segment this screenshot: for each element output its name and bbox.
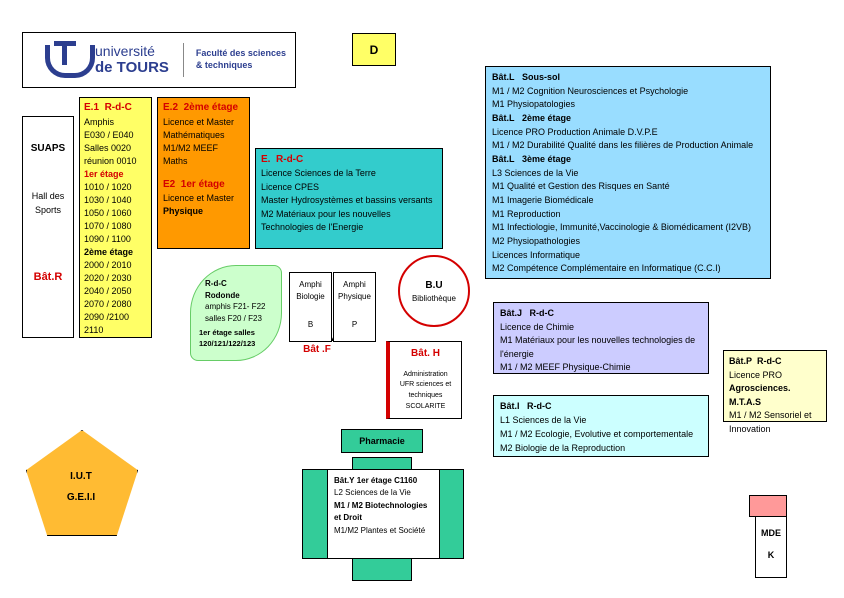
- bat-l-s3-line-2: M1 Imagerie Biomédicale: [492, 195, 594, 206]
- bat-l-s1-line-0: M1 / M2 Cognition Neurosciences et Psychologie: [492, 85, 689, 96]
- suaps-title: SUAPS: [30, 143, 66, 154]
- e3-line-0: Licence Sciences de la Terre: [261, 168, 376, 178]
- bat-i-line-2: M2 Biologie de la Reproduction: [500, 442, 626, 453]
- bu-sub: Bibliothèque: [411, 293, 457, 303]
- bat-i-header: [500, 400, 702, 414]
- mde-roof-shape: [749, 495, 787, 517]
- bat-l-s2-line-0: Licence PRO Production Animale D.V.P.E: [492, 126, 658, 137]
- bat-j-line-0: Licence de Chimie: [500, 321, 575, 332]
- amphi-biologie-title: Amphi: [299, 280, 322, 289]
- logo-divider: [183, 43, 184, 77]
- bat-l-level-1: Sous-sol: [522, 72, 561, 82]
- e1-floor2-room-1: 2020 / 2030: [84, 273, 132, 284]
- bat-i-line-1: M1 / M2 Ecologie, Evolutive et comportementale: [500, 428, 694, 439]
- bat-l-code-2: Bât.L: [492, 113, 515, 124]
- e2-line2-1: Physique: [163, 206, 204, 217]
- bat-y-line-0: L2 Sciences de la Vie: [334, 488, 411, 498]
- bat-h-line-1: UFR sciences et: [399, 381, 452, 389]
- mde-line-1: MDE: [761, 528, 781, 538]
- amphi-biologie-sub: Biologie: [296, 292, 325, 301]
- e1-floor1-room-1: 1030 / 1040: [84, 194, 132, 205]
- pharmacie-label: Pharmacie: [359, 436, 405, 446]
- amphi-biologie-letter: B: [307, 320, 314, 329]
- forum-floor1-0: 1er étage salles: [199, 328, 255, 337]
- e1-floor2-room-3: 2070 / 2080: [84, 299, 132, 310]
- bat-l-code-3: Bât.L: [492, 154, 515, 165]
- bat-l-s3-line-1: M1 Qualité et Gestion des Risques en Santé: [492, 181, 670, 192]
- e1-floor1-room-4: 1090 / 1100: [84, 233, 131, 244]
- faculty-name: [196, 48, 286, 71]
- university-name-line2: de TOURS: [95, 59, 169, 77]
- e1-code: E.1: [84, 102, 100, 113]
- university-name: [95, 43, 169, 76]
- bat-l-head-2: [492, 112, 764, 126]
- bat-y-line-1: M1 / M2 Biotechnologies: [334, 500, 428, 510]
- building-h: [386, 341, 462, 419]
- e2-code-2: E2: [163, 178, 176, 190]
- bat-h-line-0: Administration: [403, 370, 448, 378]
- building-i: [493, 395, 709, 457]
- bat-i-level: R-d-C: [527, 401, 552, 411]
- e1-floor1-room-0: 1010 / 1020: [84, 181, 132, 192]
- e2-header-2: [163, 178, 244, 193]
- bat-i-code: Bât.I: [500, 401, 520, 411]
- forum-rdc-1: Rodonde: [205, 290, 240, 300]
- building-e: [255, 148, 443, 249]
- iut-line-1: I.U.T: [70, 471, 92, 482]
- university-logo: [22, 32, 296, 88]
- e1-floor2-room-0: 2000 / 2010: [84, 260, 132, 271]
- forum-building-code: Bât .F: [303, 344, 331, 355]
- amphi-physique: [333, 272, 376, 342]
- e3-line-2: Master Hydrosystèmes et bassins versants: [261, 195, 433, 205]
- forum-floor1-text: [199, 328, 255, 350]
- forum-rdc-2: amphis F21- F22: [205, 302, 266, 312]
- ut-monogram-icon: [45, 43, 89, 77]
- building-e2: [157, 97, 250, 249]
- building-j: [493, 302, 709, 374]
- bu-title: B.U: [425, 279, 443, 291]
- e1-line-0: Amphis: [84, 116, 115, 127]
- suaps-hall-line2: Sports: [34, 204, 61, 215]
- bat-y-room: C1160: [394, 476, 418, 485]
- e2-header: [163, 101, 244, 116]
- bat-l-s1-line-1: M1 Physiopatologies: [492, 99, 576, 110]
- amphi-physique-title: Amphi: [343, 280, 366, 289]
- suaps-hall-line1: Hall des: [31, 191, 65, 201]
- bat-y-line-2: et Droit: [334, 513, 362, 523]
- bat-l-s3-line-4: M1 Infectiologie, Immunité,Vaccinologie & Biomédicament (I2VB): [492, 222, 751, 233]
- bat-i-line-0: L1 Sciences de la Vie: [500, 414, 587, 425]
- bat-y-level: 1er étage: [356, 476, 392, 485]
- bat-l-s3-line-6: Licences Informatique: [492, 249, 581, 260]
- e1-line-3: réunion 0010: [84, 155, 137, 166]
- iut-line-2: G.E.I.I: [66, 492, 96, 503]
- building-suaps: [22, 116, 74, 338]
- e1-floor1-label: 1er étage: [84, 168, 124, 179]
- bat-p-line-2: M1 / M2 Sensoriel et: [729, 410, 812, 420]
- building-pharmacie: [341, 429, 423, 453]
- e3-line-3: M2 Matériaux pour les nouvelles: [261, 208, 391, 219]
- e3-level: R-d-C: [276, 154, 304, 165]
- building-e1: [79, 97, 152, 338]
- bat-h-line-2: techniques: [408, 392, 443, 400]
- e1-line-2: Salles 0020: [84, 142, 132, 153]
- e1-floor1-room-3: 1070 / 1080: [84, 220, 132, 231]
- bat-y-code: Bât.Y: [334, 476, 355, 485]
- amphi-physique-letter: P: [351, 320, 358, 329]
- bat-l-level-3: 3ème étage: [522, 154, 572, 165]
- bat-l-s3-line-0: L3 Sciences de la Vie: [492, 167, 579, 178]
- e2-code: E.2: [163, 102, 179, 113]
- building-d: [352, 33, 396, 66]
- faculty-name-line2: & techniques: [195, 60, 253, 70]
- bat-p-code: Bât.P: [729, 356, 753, 366]
- e2-line-2: M1/M2 MEEF Maths: [163, 142, 219, 166]
- e1-floor2-room-4: 2090 /2100: [84, 312, 130, 323]
- bat-p-line-3: Innovation: [729, 423, 771, 434]
- building-forum-shape: [190, 265, 282, 361]
- bat-p-line-0: Licence PRO: [729, 369, 783, 380]
- mde-line-2: K: [767, 550, 775, 560]
- bat-j-line-2: l'énergie: [500, 348, 534, 359]
- bat-j-line-1: M1 Matériaux pour les nouvelles technologies de: [500, 335, 696, 345]
- bat-l-level-2: 2ème étage: [522, 113, 572, 124]
- university-name-line1: université: [95, 43, 155, 60]
- forum-rdc-text: [205, 278, 265, 324]
- e1-floor2-room-2: 2040 / 2050: [84, 286, 132, 297]
- amphi-biologie: [289, 272, 332, 342]
- e1-header: [84, 101, 147, 116]
- bat-y-header: [334, 475, 433, 487]
- e1-floor1-room-2: 1050 / 1060: [84, 207, 132, 218]
- bat-l-head-1: [492, 71, 764, 85]
- bat-l-code-1: Bât.L: [492, 72, 515, 82]
- bat-l-head-3: [492, 153, 764, 167]
- bat-l-s3-line-5: M2 Physiopathologies: [492, 236, 581, 247]
- bat-j-line-3: M1 / M2 MEEF Physique-Chimie: [500, 362, 631, 372]
- suaps-hall: [23, 190, 73, 217]
- e3-line-1: Licence CPES: [261, 181, 320, 192]
- bat-p-line-1: Agrosciences. M.T.A.S: [729, 383, 791, 407]
- building-bu: [398, 255, 470, 327]
- e2-line2-0: Licence et Master: [163, 193, 235, 204]
- e1-floor2-room-5: 2110: [84, 325, 104, 336]
- bat-l-s2-line-1: M1 / M2 Durabilité Qualité dans les filières de Production Animale: [492, 140, 754, 151]
- iut-text: [26, 466, 136, 508]
- forum-floor1-1: 120/121/122/123: [199, 338, 256, 348]
- e2-level-2: 1er étage: [180, 178, 225, 190]
- amphi-physique-sub: Physique: [338, 292, 371, 301]
- bat-p-level: R-d-C: [757, 356, 782, 366]
- building-iut: [26, 430, 136, 534]
- e3-code: E.: [261, 154, 271, 165]
- forum-rdc-3: salles F20 / F23: [205, 313, 262, 323]
- building-l: [485, 66, 771, 279]
- bat-y-line-3: M1/M2 Plantes et Société: [334, 525, 426, 535]
- bat-p-header: [729, 355, 821, 369]
- e3-header: [261, 152, 437, 167]
- bat-l-s3-line-3: M1 Reproduction: [492, 208, 561, 219]
- forum-rdc-0: R-d-C: [205, 279, 227, 288]
- bat-j-level: R-d-C: [529, 308, 555, 318]
- building-p: [723, 350, 827, 434]
- e2-line-1: Mathématiques: [163, 129, 225, 140]
- suaps-building-code: Bât.R: [33, 271, 63, 283]
- e3-line-4: Technologies de l'Energie: [261, 222, 364, 232]
- e1-level: R-d-C: [104, 102, 132, 113]
- bat-h-title: Bât. H: [411, 348, 440, 359]
- bat-h-line-3: SCOLARITE: [405, 403, 446, 411]
- e1-line-1: E030 / E040: [84, 129, 134, 140]
- bat-j-code: Bât.J: [500, 308, 523, 318]
- e1-floor2-label: 2ème étage: [84, 246, 134, 257]
- e2-level: 2ème étage: [183, 102, 239, 113]
- building-y: [327, 469, 440, 559]
- building-d-label: D: [369, 42, 379, 57]
- faculty-name-line1: Faculté des sciences: [195, 48, 286, 59]
- building-mde: [755, 516, 787, 578]
- bat-l-s3-line-7: M2 Compétence Complémentaire en Informatique (C.C.I): [492, 263, 721, 274]
- bat-j-header: [500, 307, 702, 321]
- e2-line-0: Licence et Master: [163, 116, 235, 127]
